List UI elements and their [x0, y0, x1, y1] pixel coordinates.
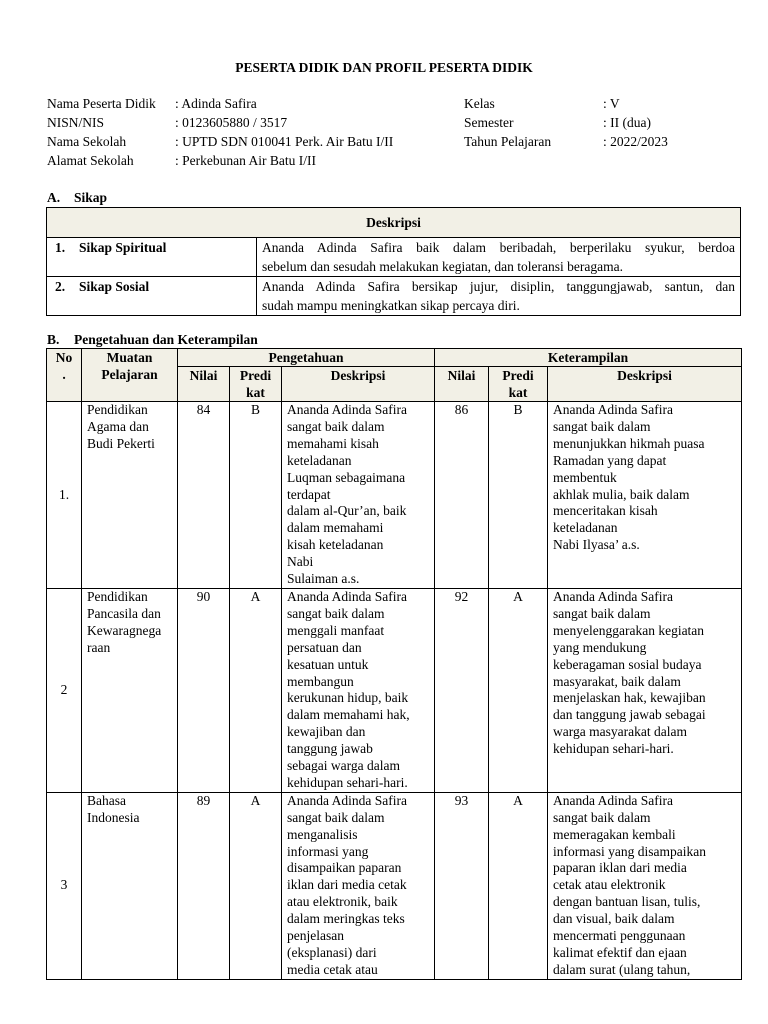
- pengetahuan-deskripsi: [282, 402, 435, 589]
- description-line: sangat baik dalam: [287, 418, 385, 434]
- description-line: Nabi: [287, 554, 314, 570]
- sikap-number: 2.: [55, 279, 66, 294]
- description-line: Ananda Adinda Safira: [553, 792, 673, 808]
- description-line: dengan bantuan lisan, tulis,: [553, 894, 701, 910]
- description-line: dalam memahami hak,: [287, 707, 410, 723]
- alamat-value: : Perkebunan Air Batu I/II: [175, 153, 316, 168]
- description-line: Ananda Adinda Safira: [287, 588, 407, 604]
- nisn-value: : 0123605880 / 3517: [175, 115, 288, 130]
- nama-label: Nama Peserta Didik: [47, 96, 156, 111]
- section-a-letter: A.: [47, 190, 61, 205]
- subject-line: Kewaragnega: [87, 622, 162, 638]
- description-line: kewajiban dan: [287, 724, 366, 740]
- description-line: menunjukkan hikmah puasa: [553, 435, 705, 451]
- sikap-number: 1.: [55, 240, 66, 255]
- keterampilan-predikat: B: [489, 402, 548, 589]
- description-line: Ananda Adinda Safira: [287, 402, 407, 417]
- header-muatan-line: Pelajaran: [101, 367, 158, 382]
- description-line: keteladanan: [287, 452, 352, 468]
- header-pengetahuan: Pengetahuan: [178, 349, 435, 367]
- description-line: kesatuan untuk: [287, 656, 369, 672]
- sikap-desc-line: sebelum dan sesudah melakukan kegiatan, dan toleransi beragama.: [262, 259, 623, 274]
- description-line: menjelaskan hak, kewajiban: [553, 690, 706, 706]
- sekolah-value: : UPTD SDN 010041 Perk. Air Batu I/II: [175, 134, 394, 149]
- description-line: masyarakat, baik dalam: [553, 673, 681, 689]
- row-number: 3: [47, 792, 82, 979]
- description-line: yang mendukung: [553, 639, 647, 655]
- description-line: kerukunan hidup, baik: [287, 690, 409, 706]
- section-b-title: Pengetahuan dan Keterampilan: [74, 332, 258, 347]
- sikap-desc-line: Ananda Adinda Safira bersikap jujur, disiplin, tanggungjawab, santun, dan: [262, 279, 735, 294]
- description-line: akhlak mulia, baik dalam: [553, 486, 690, 502]
- description-line: membentuk: [553, 469, 617, 485]
- alamat-label: Alamat Sekolah: [47, 153, 134, 168]
- subject-line: Bahasa: [87, 792, 126, 808]
- pengetahuan-deskripsi: [282, 588, 435, 792]
- subject-name: [82, 402, 178, 589]
- description-line: Sulaiman a.s.: [287, 571, 360, 587]
- sikap-desc-line: Ananda Adinda Safira baik dalam beribadah, berperilaku syukur, berdoa: [262, 240, 735, 255]
- sikap-table: [46, 207, 741, 316]
- description-line: Nabi Ilyasa’ a.s.: [553, 537, 640, 553]
- description-line: Ananda Adinda Safira: [553, 402, 673, 417]
- section-b-heading: [47, 332, 258, 348]
- subject-line: Agama dan: [87, 418, 149, 434]
- sikap-name: Sikap Spiritual: [79, 240, 167, 255]
- description-line: dalam al-Qur’an, baik: [287, 503, 407, 519]
- pengetahuan-predikat: A: [230, 588, 282, 792]
- header-predikat-line: Predi: [239, 368, 272, 383]
- nilai-table: [46, 348, 742, 980]
- kelas-label: Kelas: [464, 96, 495, 111]
- description-line: dalam surat (ulang tahun,: [553, 961, 691, 977]
- description-line: sangat baik dalam: [553, 605, 651, 621]
- header-deskripsi: Deskripsi: [548, 367, 742, 402]
- header-predikat-line: kat: [508, 385, 528, 400]
- description-line: sangat baik dalam: [287, 605, 385, 621]
- header-predikat: [489, 367, 548, 402]
- subject-line: Pendidikan: [87, 402, 148, 417]
- sikap-name-cell: [47, 238, 257, 277]
- description-line: mencermati penggunaan: [553, 928, 686, 944]
- sekolah-label: Nama Sekolah: [47, 134, 127, 149]
- table-row: [47, 277, 741, 316]
- subject-line: raan: [87, 639, 111, 655]
- description-line: keteladanan: [553, 520, 618, 536]
- page-title: PESERTA DIDIK DAN PROFIL PESERTA DIDIK: [235, 60, 533, 75]
- table-row: [47, 238, 741, 277]
- description-line: memeragakan kembali: [553, 826, 676, 842]
- description-line: Ananda Adinda Safira: [287, 792, 407, 808]
- description-line: cetak atau elektronik: [553, 877, 666, 893]
- description-line: kehidupan sehari-hari.: [287, 774, 408, 790]
- description-line: penjelasan: [287, 928, 344, 944]
- subject-line: Indonesia: [87, 809, 140, 825]
- header-predikat-line: Predi: [502, 368, 534, 383]
- header-no-line: .: [62, 367, 66, 382]
- header-deskripsi: Deskripsi: [282, 367, 435, 402]
- description-line: tanggung jawab: [287, 741, 373, 757]
- section-a-title: Sikap: [74, 190, 108, 205]
- header-muatan: [82, 349, 178, 402]
- subject-name: [82, 588, 178, 792]
- keterampilan-deskripsi: [548, 792, 742, 979]
- keterampilan-predikat: A: [489, 588, 548, 792]
- description-line: menganalisis: [287, 826, 358, 842]
- sikap-desc-line: sudah mampu meningkatkan sikap percaya diri.: [262, 298, 520, 313]
- keterampilan-deskripsi: [548, 588, 742, 792]
- subject-line: Pancasila dan: [87, 605, 161, 621]
- header-muatan-line: Muatan: [106, 350, 153, 365]
- pengetahuan-predikat: A: [230, 792, 282, 979]
- kelas-value: : V: [603, 96, 620, 111]
- header-keterampilan: Keterampilan: [435, 349, 742, 367]
- sikap-header-deskripsi: Deskripsi: [47, 208, 741, 238]
- keterampilan-nilai: 93: [435, 792, 489, 979]
- description-line: menggali manfaat: [287, 622, 385, 638]
- row-number: 1.: [47, 402, 82, 589]
- tahun-value: : 2022/2023: [603, 134, 668, 149]
- table-row: [47, 402, 742, 589]
- header-nilai: Nilai: [178, 367, 230, 402]
- pengetahuan-nilai: 84: [178, 402, 230, 589]
- description-line: kisah keteladanan: [287, 537, 384, 553]
- row-number: 2: [47, 588, 82, 792]
- description-line: sangat baik dalam: [553, 418, 651, 434]
- keterampilan-nilai: 92: [435, 588, 489, 792]
- description-line: Ananda Adinda Safira: [553, 588, 673, 604]
- description-line: memahami kisah: [287, 435, 379, 451]
- section-b-letter: B.: [47, 332, 60, 347]
- nama-value: : Adinda Safira: [175, 96, 257, 111]
- description-line: menceritakan kisah: [553, 503, 658, 519]
- description-line: keberagaman sosial budaya: [553, 656, 702, 672]
- description-line: dan tanggung jawab sebagai: [553, 707, 706, 723]
- description-line: atau elektronik, baik: [287, 894, 398, 910]
- pengetahuan-predikat: B: [230, 402, 282, 589]
- description-line: terdapat: [287, 486, 331, 502]
- description-line: kalimat efektif dan ejaan: [553, 945, 687, 960]
- description-line: dalam meringkas teks: [287, 911, 405, 927]
- description-line: informasi yang disampaikan: [553, 843, 706, 859]
- description-line: informasi yang: [287, 843, 369, 859]
- description-line: dan visual, baik dalam: [553, 911, 675, 927]
- header-nilai: Nilai: [435, 367, 489, 402]
- description-line: Ramadan yang dapat: [553, 452, 667, 468]
- sikap-name-cell: [47, 277, 257, 316]
- description-line: sangat baik dalam: [287, 809, 385, 825]
- description-line: disampaikan paparan: [287, 860, 402, 876]
- subject-name: [82, 792, 178, 979]
- header-predikat-line: kat: [246, 385, 265, 400]
- semester-value: : II (dua): [603, 115, 651, 130]
- description-line: sangat baik dalam: [553, 809, 651, 825]
- keterampilan-nilai: 86: [435, 402, 489, 589]
- pengetahuan-deskripsi: [282, 792, 435, 979]
- keterampilan-deskripsi: [548, 402, 742, 589]
- description-line: dalam memahami: [287, 520, 384, 536]
- sikap-description: [257, 277, 741, 316]
- keterampilan-predikat: A: [489, 792, 548, 979]
- pengetahuan-nilai: 89: [178, 792, 230, 979]
- sikap-description: [257, 238, 741, 277]
- subject-line: Budi Pekerti: [87, 435, 155, 451]
- description-line: (eksplanasi) dari: [287, 945, 377, 960]
- description-line: paparan iklan dari media: [553, 860, 687, 876]
- header-no: [47, 349, 82, 402]
- header-predikat: [230, 367, 282, 402]
- sikap-name: Sikap Sosial: [79, 279, 150, 294]
- table-row: [47, 792, 742, 979]
- nisn-label: NISN/NIS: [47, 115, 105, 130]
- description-line: media cetak atau: [287, 961, 378, 977]
- tahun-label: Tahun Pelajaran: [464, 134, 552, 149]
- section-a-heading: [47, 190, 107, 206]
- description-line: membangun: [287, 673, 354, 689]
- description-line: persatuan dan: [287, 639, 362, 655]
- description-line: kehidupan sehari-hari.: [553, 741, 674, 757]
- semester-label: Semester: [464, 115, 514, 130]
- pengetahuan-nilai: 90: [178, 588, 230, 792]
- description-line: sebagai warga dalam: [287, 758, 400, 774]
- description-line: iklan dari media cetak: [287, 877, 407, 893]
- header-no-line: No: [55, 350, 73, 365]
- table-row: [47, 588, 742, 792]
- description-line: warga masyarakat dalam: [553, 724, 687, 740]
- description-line: Luqman sebagaimana: [287, 469, 406, 485]
- subject-line: Pendidikan: [87, 588, 148, 604]
- description-line: menyelenggarakan kegiatan: [553, 622, 705, 638]
